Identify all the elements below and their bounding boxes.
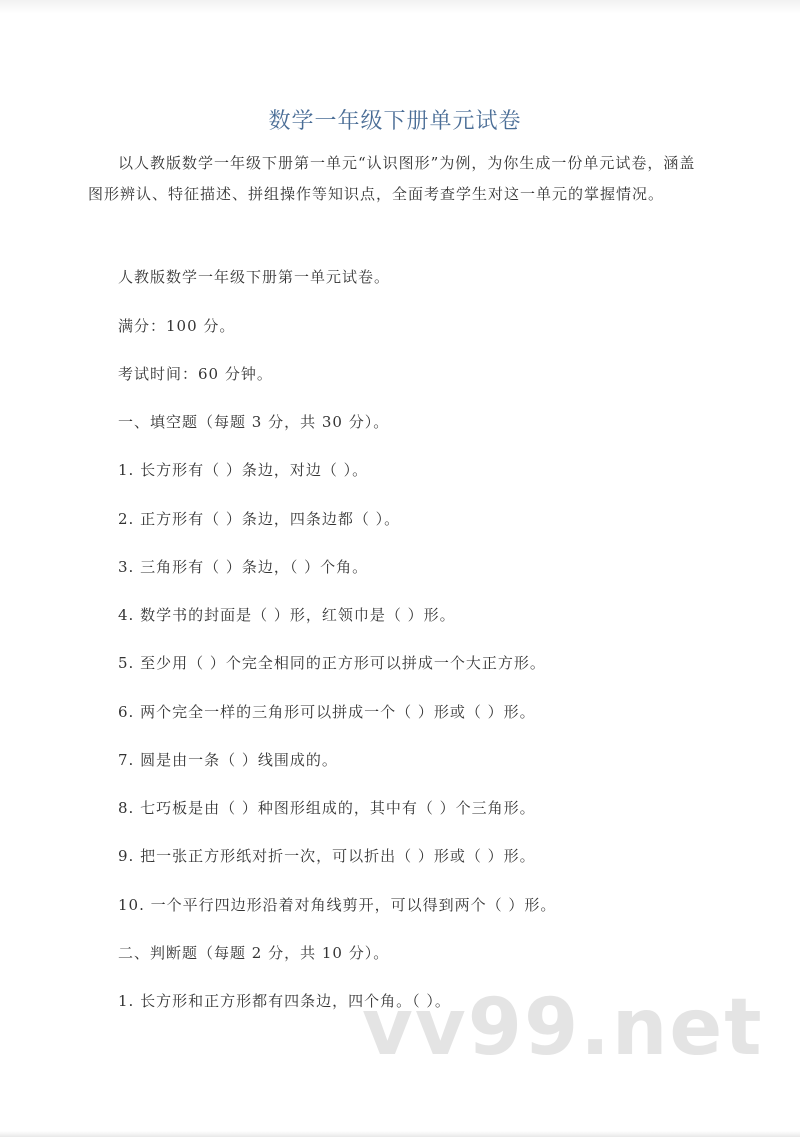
question-item: 5. 至少用（ ）个完全相同的正方形可以拼成一个大正方形。 <box>118 654 546 672</box>
question-item: 8. 七巧板是由（ ）种图形组成的，其中有（ ）个三角形。 <box>118 799 536 817</box>
watermark: vv99.net <box>362 983 764 1073</box>
question-item: 1. 长方形有（ ）条边，对边（ ）。 <box>118 461 369 479</box>
question-item: 1. 长方形和正方形都有四条边，四个角。（ ）。 <box>118 992 451 1010</box>
question-item: 9. 把一张正方形纸对折一次，可以折出（ ）形或（ ）形。 <box>118 847 536 865</box>
page-title: 数学一年级下册单元试卷 <box>268 109 522 134</box>
section-true-false-heading: 二、判断题（每题 2 分，共 10 分）。 <box>118 944 390 962</box>
full-score: 满分：100 分。 <box>118 317 236 335</box>
exam-time: 考试时间：60 分钟。 <box>118 365 273 383</box>
page-bottom-edge <box>0 1131 800 1137</box>
page-top-edge <box>0 0 800 14</box>
intro-paragraph: 以人教版数学一年级下册第一单元“认识图形”为例，为你生成一份单元试卷，涵盖图形辨认、特征描述、拼组操作等知识点，全面考查学生对这一单元的掌握情况。 <box>88 154 696 203</box>
exam-heading: 人教版数学一年级下册第一单元试卷。 <box>118 268 391 286</box>
question-item: 4. 数学书的封面是（ ）形，红领巾是（ ）形。 <box>118 606 456 624</box>
question-item: 10. 一个平行四边形沿着对角线剪开，可以得到两个（ ）形。 <box>118 896 557 914</box>
question-item: 6. 两个完全一样的三角形可以拼成一个（ ）形或（ ）形。 <box>118 703 536 721</box>
question-item: 7. 圆是由一条（ ）线围成的。 <box>118 751 338 769</box>
question-item: 3. 三角形有（ ）条边，（ ）个角。 <box>118 558 369 576</box>
section-fill-blank-heading: 一、填空题（每题 3 分，共 30 分）。 <box>118 413 390 431</box>
question-item: 2. 正方形有（ ）条边，四条边都（ ）。 <box>118 510 401 528</box>
